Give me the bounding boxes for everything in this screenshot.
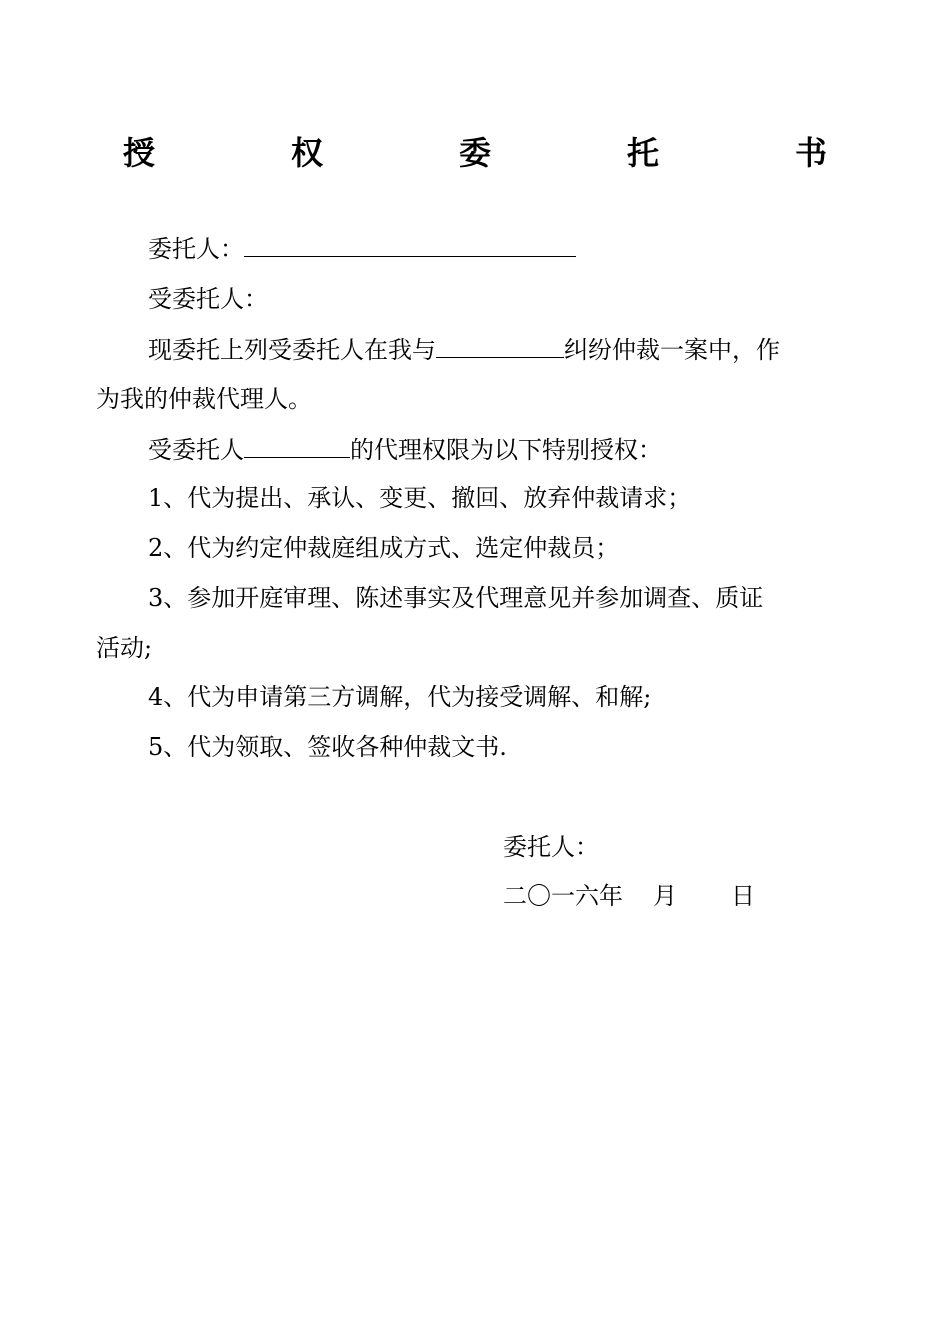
power-item-3-cont: 活动; [96,634,153,662]
signature-date [503,880,755,912]
delegation-line-2 [96,383,312,415]
agent-line [148,283,268,315]
delegation-text-3: 为我的仲裁代理人。 [96,385,312,413]
principal-line [148,232,576,265]
delegation-text-2: 纠纷仲裁一案中，作 [564,336,780,364]
scope-line [148,433,662,466]
scope-text-1: 受委托人 [148,436,244,464]
dispute-party-blank [436,333,564,358]
date-day: 日 [731,882,755,910]
date-year: 二〇一六年 [503,882,623,910]
power-item-4: 4、代为申请第三方调解，代为接受调解、和解; [148,683,652,711]
principal-label: 委托人： [148,235,244,263]
power-item-1: 1、代为提出、承认、变更、撤回、放弃仲裁请求； [148,484,692,512]
power-item-2: 2、代为约定仲裁庭组成方式、选定仲裁员； [148,534,620,562]
date-month: 月 [653,882,677,910]
agent-name-blank [244,433,350,458]
delegation-text-1: 现委托上列受委托人在我与 [148,336,436,364]
signature-label: 委托人： [503,833,599,861]
principal-blank [244,232,576,257]
power-item-3: 3、参加开庭审理、陈述事实及代理意见并参加调查、质证 [148,584,764,612]
power-item-5: 5、代为领取、签收各种仲裁文书. [148,733,507,761]
scope-text-2: 的代理权限为以下特别授权： [350,436,662,464]
delegation-line-1 [148,333,780,366]
document-title: 授 权 委 托 书 [122,134,879,172]
agent-label: 受委托人： [148,285,268,313]
